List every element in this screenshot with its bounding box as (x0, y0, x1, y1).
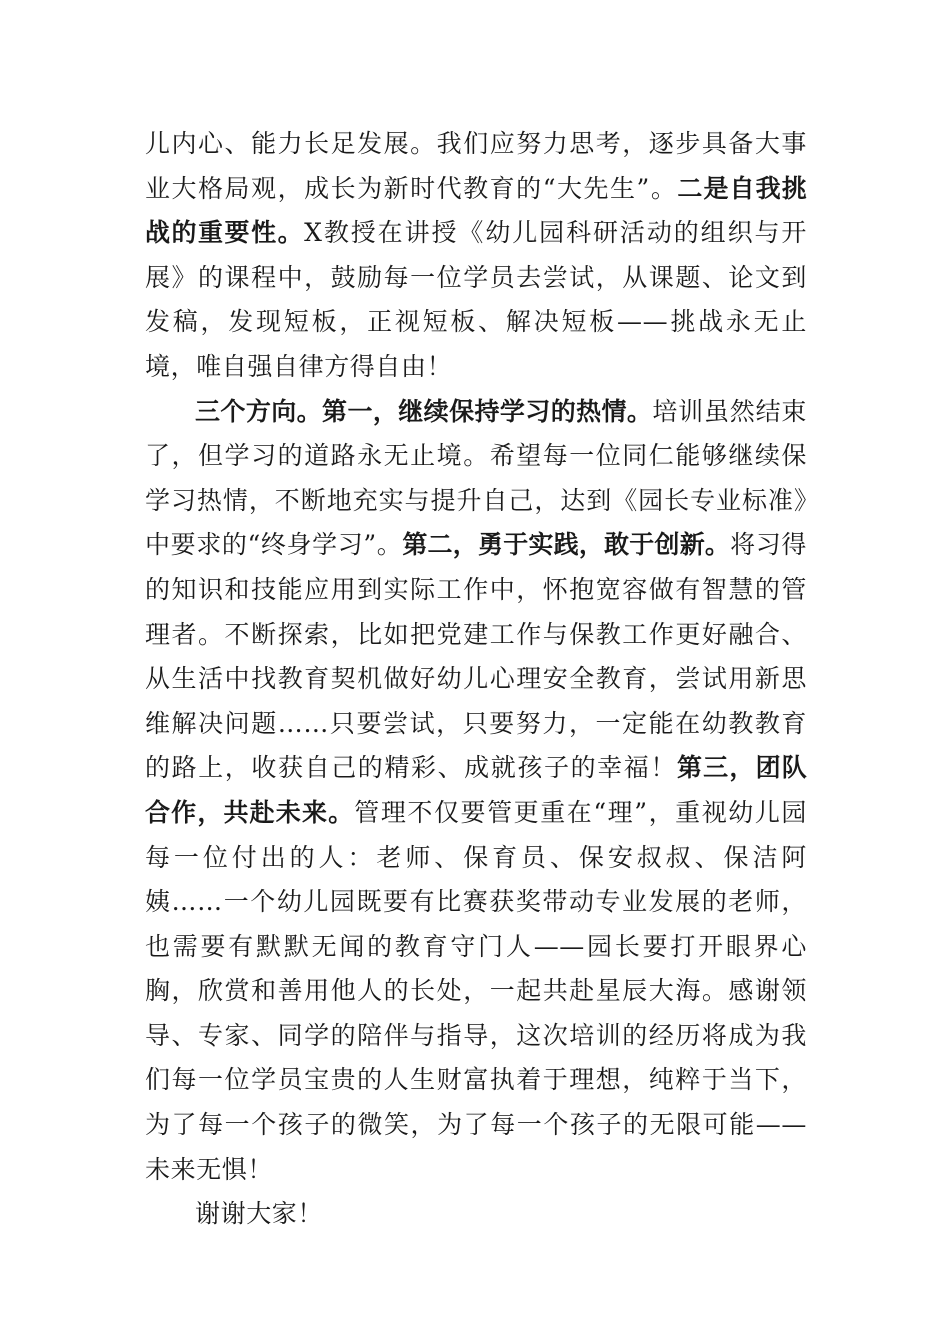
paragraph-text: X教授在讲授《幼儿园科研活动的组织与开展》的课程中，鼓励每一位学员去尝试，从课题、论文到发稿，发现短板，正视短板、解决短板——挑战永无止境，唯自强自律方得自由！ (145, 218, 808, 381)
paragraph-three-directions (145, 390, 807, 1193)
paragraph-thanks (145, 1192, 807, 1237)
paragraph-self-challenge (145, 122, 807, 390)
paragraph-text: 管理不仅要管更重在“理”，重视幼儿园每一位付出的人：老师、保育员、保安叔叔、保洁阿姨……一个幼儿园既要有比赛获奖带动专业发展的老师，也需要有默默无闻的教育守门人——园长要打开眼界心胸，欣赏和善用他人的长处，一起共赴星辰大海。感谢领导、专家、同学的陪伴与指导，这次培训的经历将成为我们每一位学员宝贵的人生财富执着于理想，纯粹于当下，为了每一个孩子的微笑，为了每一个孩子的无限可能——未来无惧！ (145, 797, 807, 1184)
bold-heading: 三个方向。第一，继续保持学习的热情。 (195, 396, 653, 426)
paragraph-text: 将习得的知识和技能应用到实际工作中，怀抱宽容做有智慧的管理者。不断探索，比如把党建工作与保教工作更好融合、从生活中找教育契机做好幼儿心理安全教育，尝试用新思维解决问题……只要尝试，只要努力，一定能在幼教教育的路上，收获自己的精彩、成就孩子的幸福！ (145, 530, 807, 783)
bold-heading: 二是自我挑战的重要性。 (145, 173, 807, 248)
bold-heading: 第三，团队合作，共赴未来。 (145, 753, 807, 827)
document-body (145, 122, 807, 1237)
paragraph-text: 儿内心、能力长足发展。我们应努力思考，逐步具备大事业大格局观，成长为新时代教育的“大先生”。 (145, 129, 807, 203)
paragraph-text: 培训虽然结束了，但学习的道路永无止境。希望每一位同仁能够继续保学习热情，不断地充实与提升自己，达到《园长专业标准》中要求的“终身学习”。 (145, 396, 807, 560)
bold-heading: 第二，勇于实践，敢于创新。 (402, 530, 731, 560)
closing-text: 谢谢大家！ (195, 1199, 324, 1229)
